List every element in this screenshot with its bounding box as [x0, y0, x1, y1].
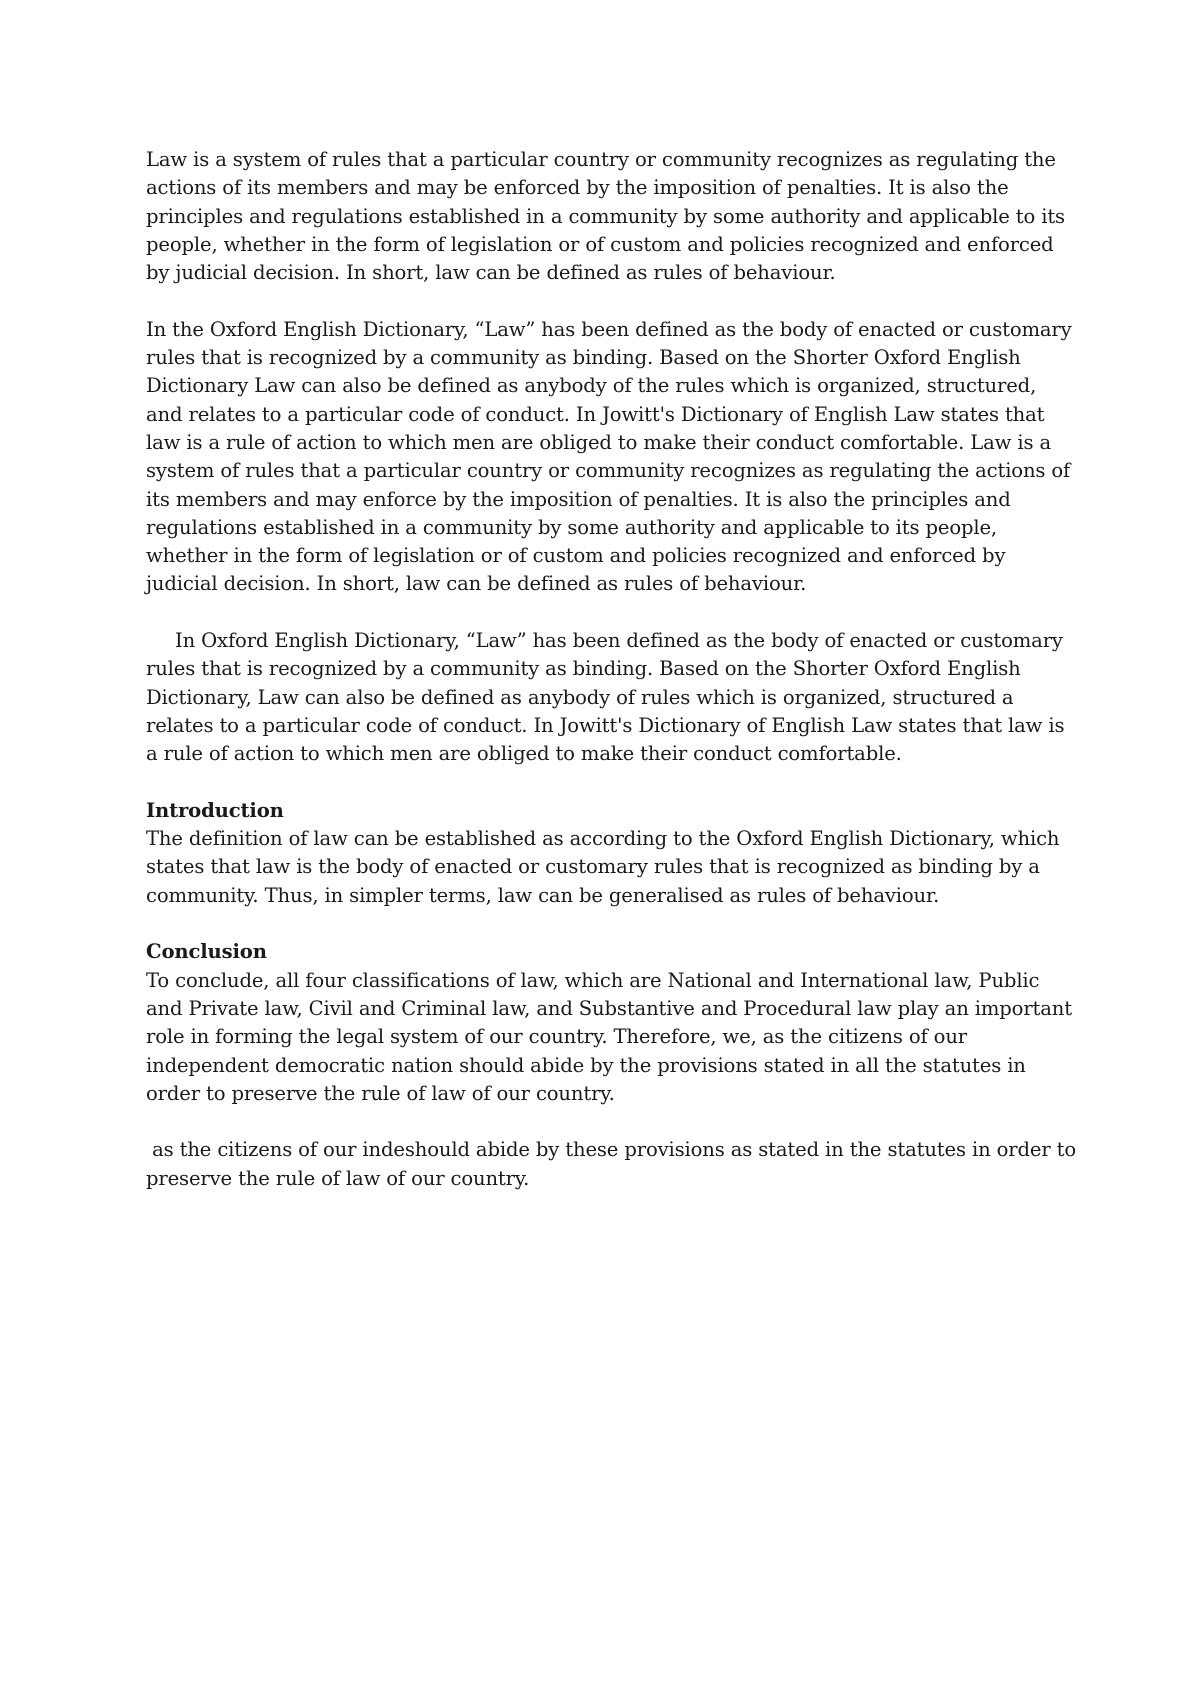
- section-introduction: [146, 797, 1076, 910]
- conclusion-body: To conclude, all four classifications of law, which are National and International law, Public and Private law, Civil and Criminal law, and Substantive and Procedural law play an important role in forming the legal system of our country. Therefore, we, as the citizens of our independent democratic nation should abide by the provisions stated in all the statutes in order to preserve the rule of law of our country.: [146, 968, 1072, 1105]
- introduction-heading: Introduction: [146, 798, 284, 822]
- paragraph-oxford-definition: In the Oxford English Dictionary, “Law” has been defined as the body of enacted or customary rules that is recognized by a community as binding. Based on the Shorter Oxford English Dictionary Law can also be defined as anybody of the rules which is organized, structured, and relates to a particular code of conduct. In Jowitt's Dictionary of English Law states that law is a rule of action to which men are obliged to make their conduct comfortable. Law is a system of rules that a particular country or community recognizes as regulating the actions of its members and may enforce by the imposition of penalties. It is also the principles and regulations established in a community by some authority and applicable to its people, whether in the form of legislation or of custom and policies recognized and enforced by judicial decision. In short, law can be defined as rules of behaviour.: [146, 317, 1072, 596]
- conclusion-heading: Conclusion: [146, 940, 267, 964]
- closing-paragraph: as the citizens of our indeshould abide by these provisions as stated in the statutes in order to preserve the rule of law of our country.: [146, 1138, 1083, 1190]
- paragraph-oxford-definition-repeat: In Oxford English Dictionary, “Law” has been defined as the body of enacted or customary rules that is recognized by a community as binding. Based on the Shorter Oxford English Dictionary, Law can also be defined as anybody of rules which is organized, structured a relates to a particular code of conduct. In Jowitt's Dictionary of English Law states that law is a rule of action to which men are obliged to make their conduct comfortable.: [146, 629, 1065, 766]
- document-body: [146, 146, 1083, 1193]
- paragraph-law-definition: Law is a system of rules that a particular country or community recognizes as regulating the actions of its members and may be enforced by the imposition of penalties. It is also the principles and regulations established in a community by some authority and applicable to its people, whether in the form of legislation or of custom and policies recognized and enforced by judicial decision. In short, law can be defined as rules of behaviour.: [146, 148, 1065, 285]
- section-conclusion: [146, 938, 1076, 1108]
- introduction-body: The definition of law can be established as according to the Oxford English Dictionary, which states that law is the body of enacted or customary rules that is recognized as binding by a community. Thus, in simpler terms, law can be generalised as rules of behaviour.: [146, 827, 1060, 907]
